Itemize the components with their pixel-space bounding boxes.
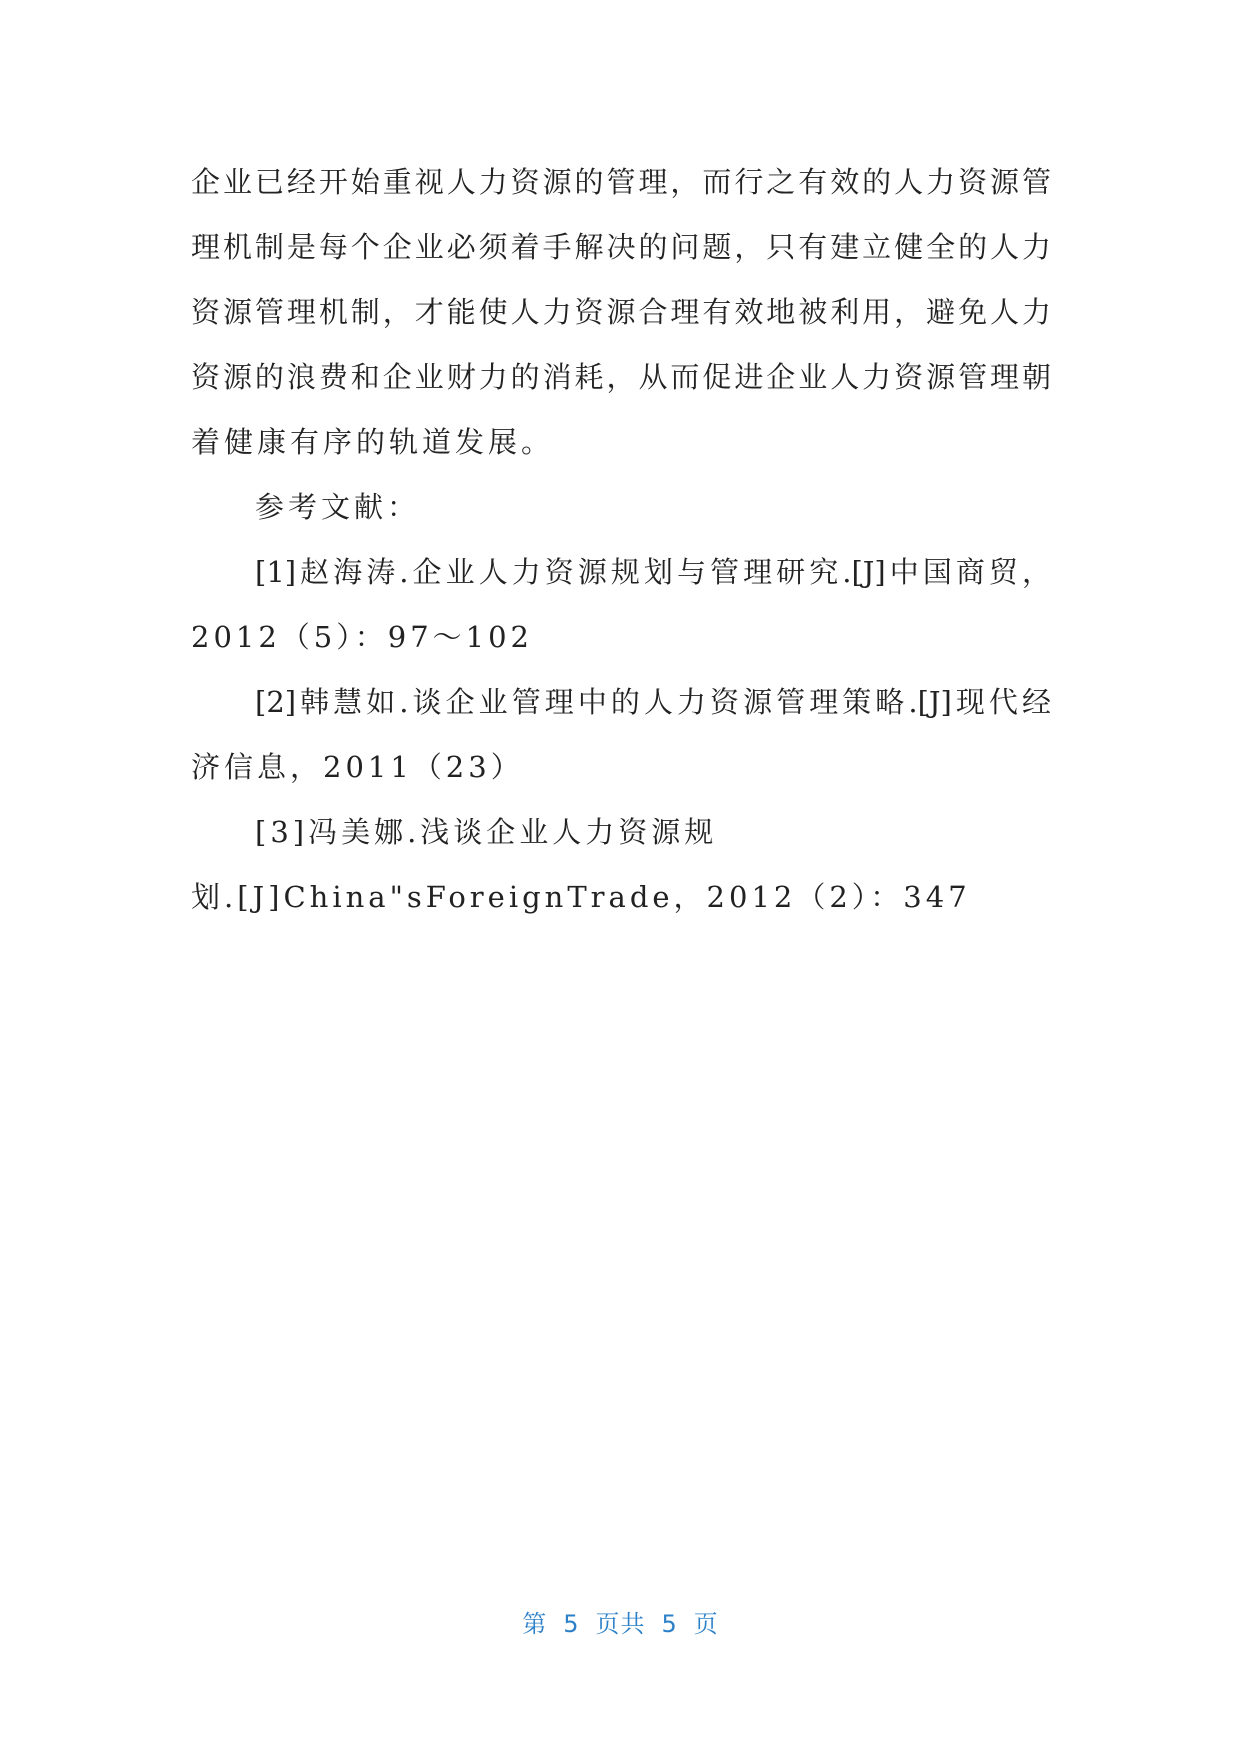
paragraph-line-4: 资源的浪费和企业财力的消耗，从而促进企业人力资源管理朝 [191,360,1051,394]
paragraph-line-1: 企业已经开始重视人力资源的管理，而行之有效的人力资源管 [191,165,1051,199]
total-pages-number: 5 [661,1610,678,1638]
document-body [191,150,1051,930]
reference-2-line-2: 济信息，2011（23） [191,750,524,784]
paragraph-line-3: 资源管理机制，才能使人力资源合理有效地被利用，避免人力 [191,295,1051,329]
reference-1-line-1: [1]赵海涛.企业人力资源规划与管理研究.[J]中国商贸， [255,555,1051,589]
reference-2-line-1: [2]韩慧如.谈企业管理中的人力资源管理策略.[J]现代经 [255,685,1051,719]
reference-3-line-1: [3]冯美娜.浅谈企业人力资源规 [255,815,718,849]
paragraph-line-2: 理机制是每个企业必须着手解决的问题，只有建立健全的人力 [191,230,1051,264]
page-number-footer [0,1604,1241,1639]
current-page-number: 5 [563,1610,580,1638]
page-footer-suffix: 页 [693,1610,719,1638]
reference-1-line-2: 2012（5）：97～102 [191,620,534,654]
references-heading: 参考文献： [255,490,421,524]
page-footer-prefix: 第 [522,1610,548,1638]
reference-3-line-2: 划.[J]China"sForeignTrade，2012（2）：347 [191,880,971,914]
page-footer-middle: 页共 [595,1610,646,1638]
paragraph-line-5: 着健康有序的轨道发展。 [191,425,555,459]
